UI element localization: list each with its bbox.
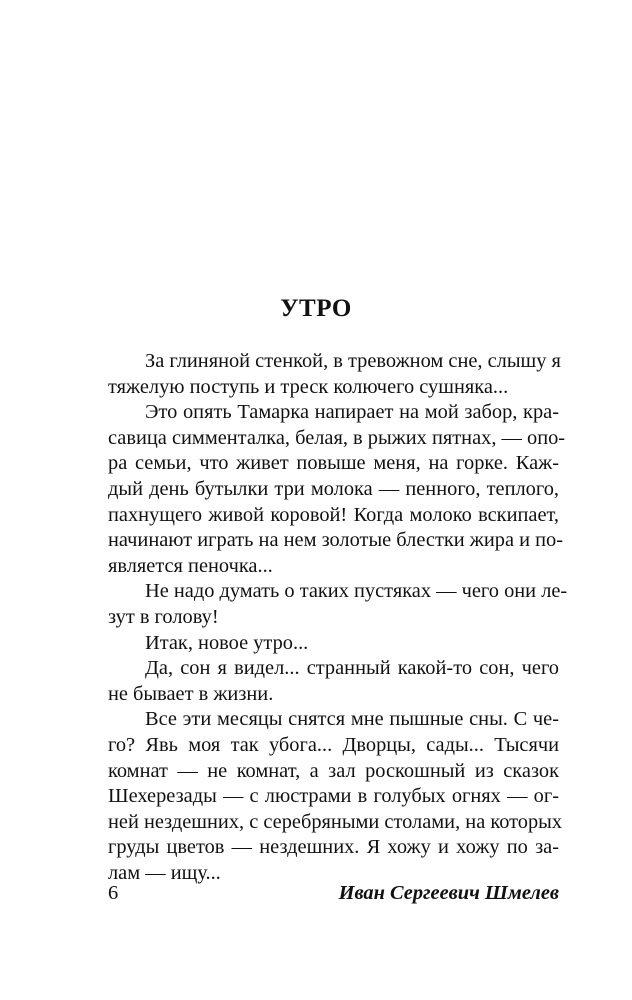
chapter-title: УТРО bbox=[280, 295, 352, 322]
chapter-text bbox=[108, 349, 568, 886]
text-line: пахнущего живой коровой! Когда молоко вскипает, bbox=[108, 503, 559, 526]
text-line: Не надо думать о таких пустяках — чего они ле- bbox=[145, 580, 568, 603]
text-line: Шехерезады — с люстрами в голубых огнях — ог- bbox=[108, 785, 559, 808]
text-line: является пеночка... bbox=[108, 554, 273, 577]
running-footer-author: Иван Сергеевич Шмелев bbox=[338, 882, 559, 904]
text-line: комнат — не комнат, а зал роскошный из сказок bbox=[108, 759, 559, 782]
text-line: ней нездешних, с серебряными столами, на которых bbox=[108, 810, 563, 833]
text-line: зут в голову! bbox=[108, 605, 219, 628]
text-line: Это опять Тамарка напирает на мой забор, кра- bbox=[145, 401, 559, 424]
page-number: 6 bbox=[108, 882, 119, 904]
text-line: не бывает в жизни. bbox=[108, 682, 274, 705]
text-line: лам — ищу... bbox=[108, 861, 221, 884]
text-line: Все эти месяцы снятся мне пышные сны. С че- bbox=[145, 708, 559, 731]
text-line: ра семьи, что живет повыше меня, на горке. Каж- bbox=[108, 452, 559, 475]
text-line: За глиняной стенкой, в тревожном сне, слышу я bbox=[145, 350, 561, 372]
text-line: начинают играть на нем золотые блестки жира и по- bbox=[108, 529, 564, 552]
text-line: го? Явь моя так убога... Дворцы, сады... Тысячи bbox=[108, 733, 559, 756]
text-line: Итак, новое утро... bbox=[145, 631, 309, 654]
text-line: савица симменталка, белая, в рыжих пятнах, — опо- bbox=[108, 426, 566, 449]
text-line: дый день бутылки три молока — пенного, теплого, bbox=[108, 477, 559, 500]
text-line: тяжелую поступь и треск колючего сушняка... bbox=[108, 375, 509, 398]
text-line: груды цветов — нездешних. Я хожу и хожу по за- bbox=[108, 836, 559, 859]
text-line: Да, сон я видел... странный какой-то сон, чего bbox=[145, 657, 559, 680]
